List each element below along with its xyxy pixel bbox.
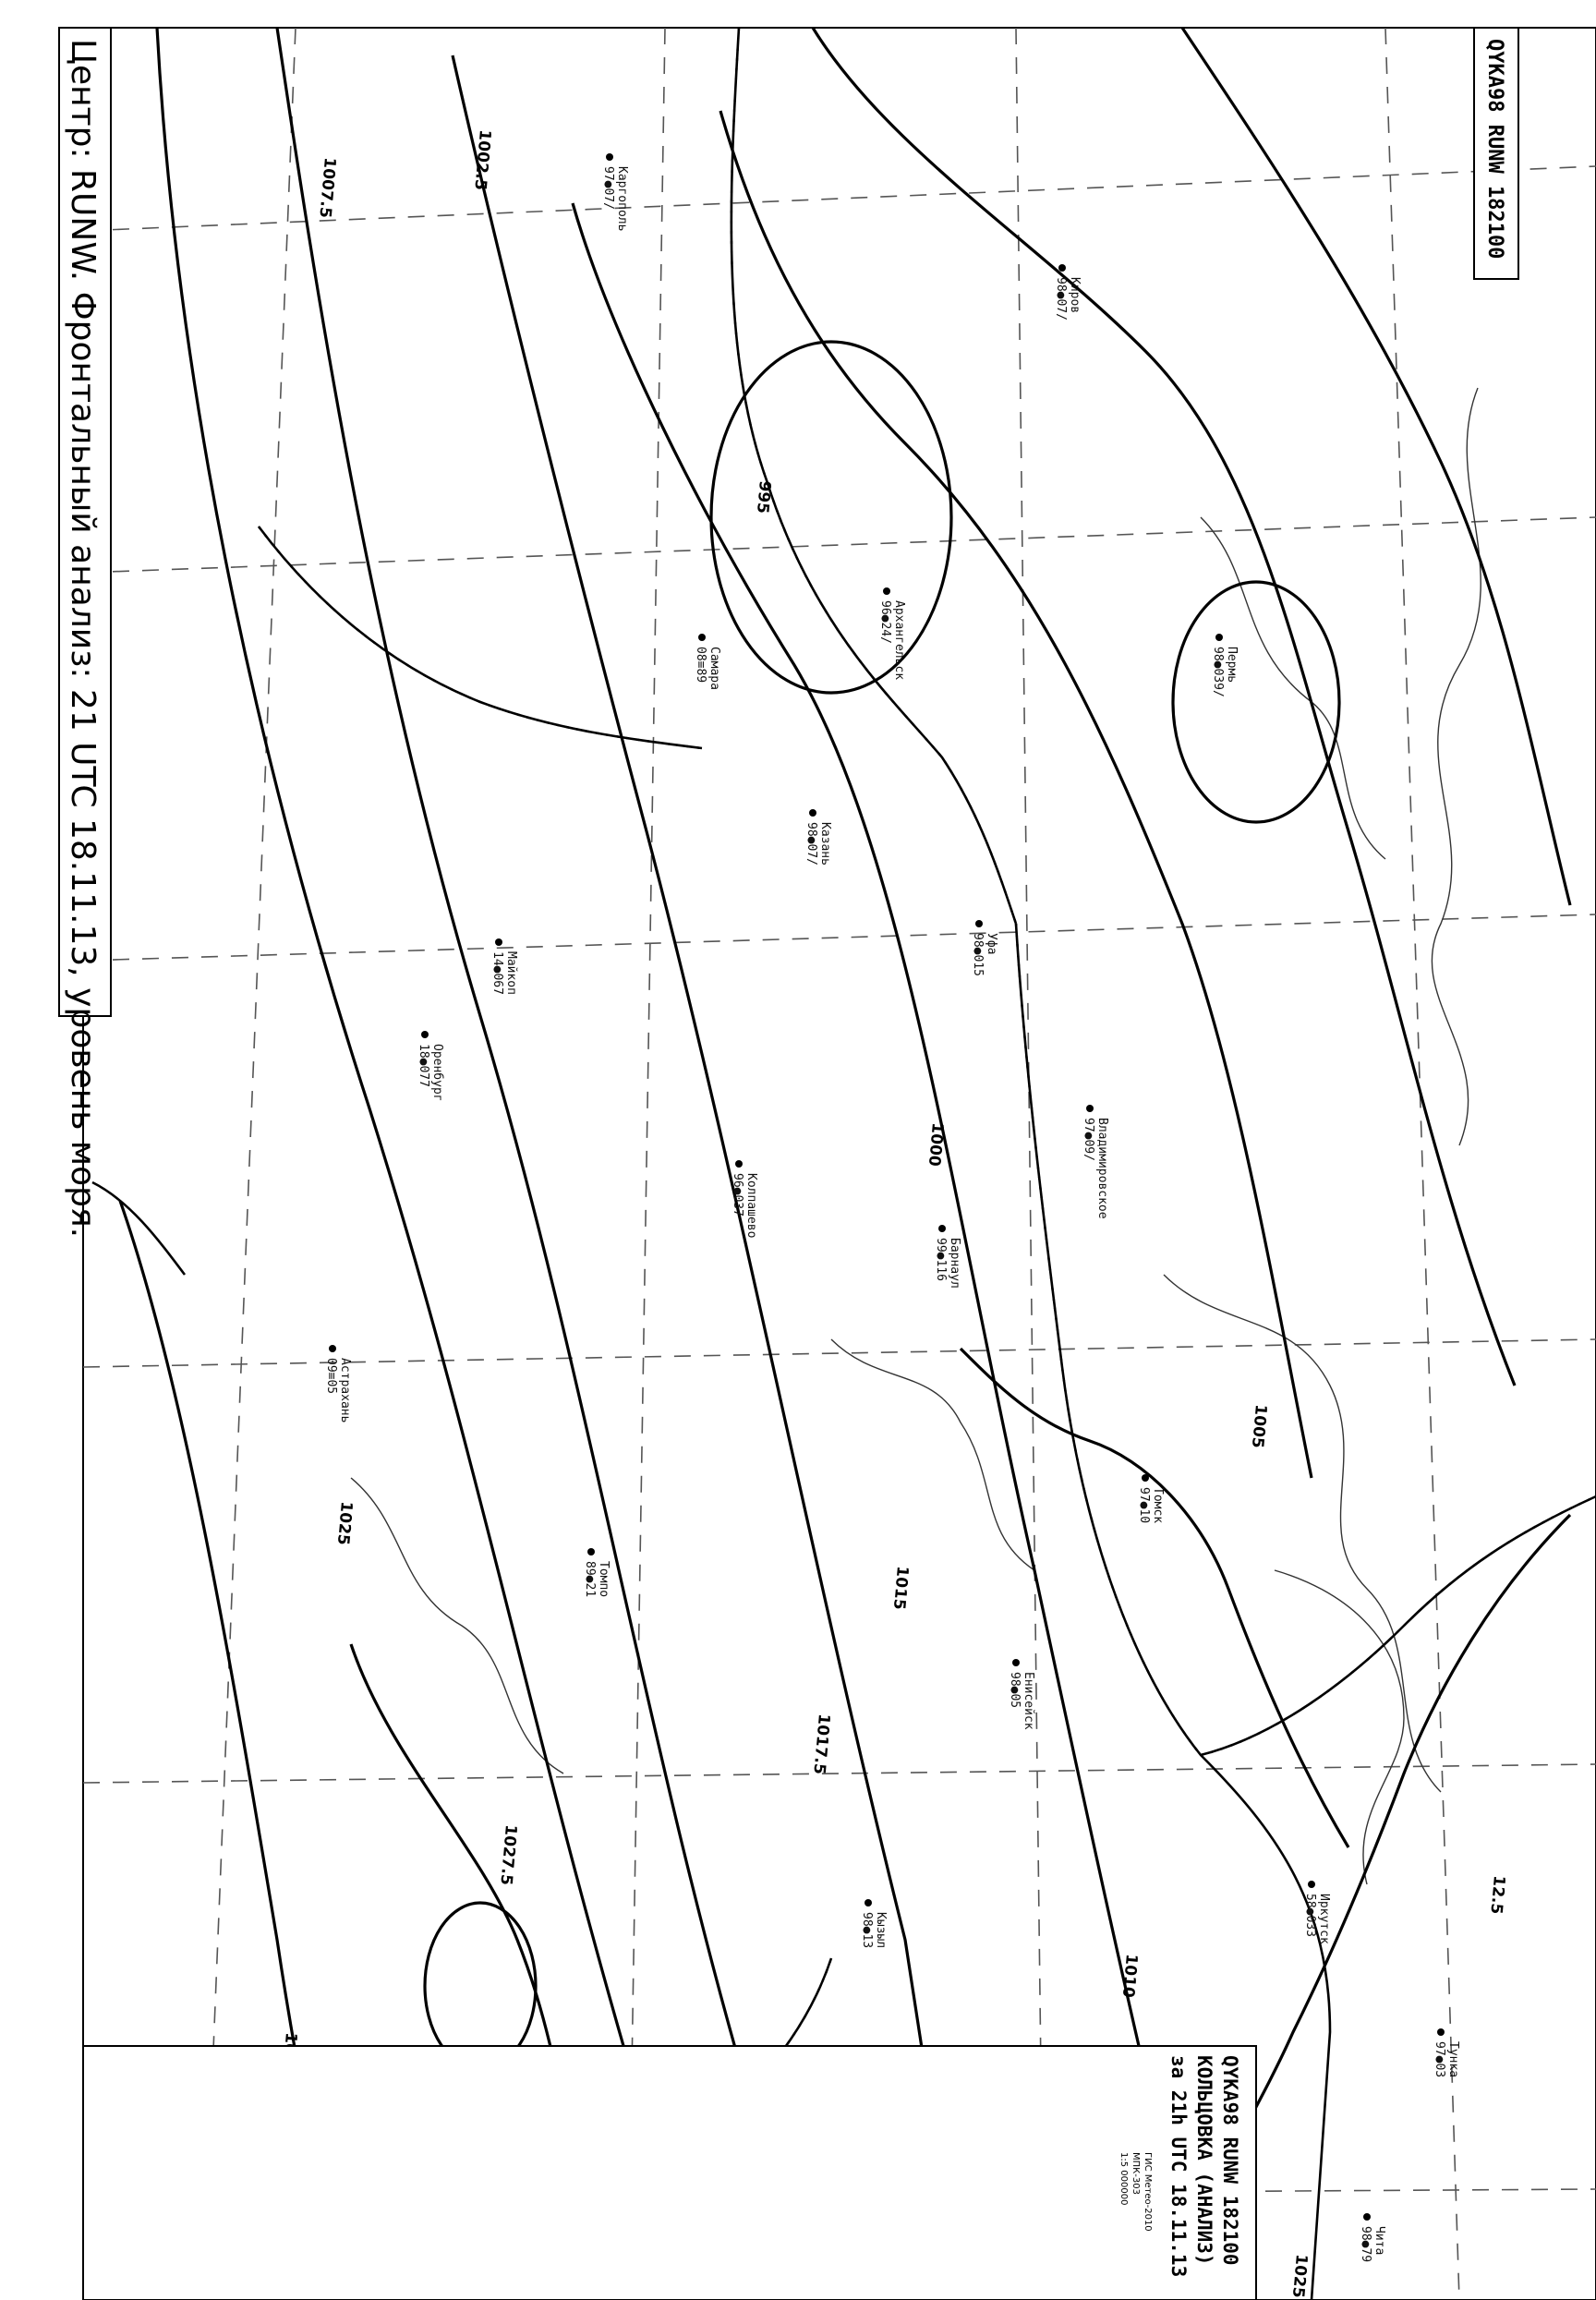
isobar-label-14: 12.5 xyxy=(1486,1874,1508,1916)
legend-credit-2: МПК-303 xyxy=(1130,2152,1141,2195)
isobar-label-6: 1015 xyxy=(889,1565,912,1611)
station-dot-5 xyxy=(421,1031,429,1038)
station-dot-12 xyxy=(883,587,890,595)
station-name-1: Киров xyxy=(1068,277,1082,314)
station-name-19: Томпо xyxy=(597,1561,611,1598)
station-dot-19 xyxy=(587,1548,595,1556)
station-obs-16: 96●037 xyxy=(731,1173,744,1217)
station-obs-7: 99●116 xyxy=(934,1238,948,1281)
map-title: Центр: RUNW. Фронтальный анализ: 21 UTC 18.11.13, уровень моря. xyxy=(64,39,102,1239)
station-name-20: Чита xyxy=(1372,2226,1386,2256)
isobar-label-11: 1027.5 xyxy=(496,1823,520,1886)
station-dot-4 xyxy=(698,634,706,641)
station-dot-1 xyxy=(1058,264,1066,272)
station-obs-19: 89●21 xyxy=(583,1561,597,1598)
station-dot-13 xyxy=(809,809,816,817)
isobar-label-7: 1017.5 xyxy=(809,1713,833,1775)
station-obs-5: 18●077 xyxy=(417,1044,430,1087)
station-dot-14 xyxy=(975,920,983,927)
legend-line-2: КОЛЬЦОВКА (АНАЛИЗ) xyxy=(1193,2055,1215,2266)
legend-credit-3: 1:5 000000 xyxy=(1118,2152,1129,2206)
legend-block xyxy=(83,2046,1256,2300)
station-dot-9 xyxy=(1437,2028,1445,2036)
station-dot-3 xyxy=(606,153,613,161)
station-obs-11: 14●067 xyxy=(490,951,504,995)
station-dot-8 xyxy=(1308,1881,1315,1888)
legend-line-3: за 21h UTC 18.11.13 xyxy=(1167,2055,1190,2278)
station-name-17: Томск xyxy=(1151,1487,1165,1524)
station-name-3: Каргополь xyxy=(615,166,629,232)
station-obs-14: 98●015 xyxy=(971,933,985,976)
station-obs-13: 98●07/ xyxy=(804,822,818,866)
station-obs-9: 97●03 xyxy=(1433,2041,1446,2078)
station-obs-10: 98●13 xyxy=(860,1912,874,1949)
station-name-7: Барнаул xyxy=(948,1238,961,1289)
station-name-10: Кызыл xyxy=(874,1912,888,1949)
station-obs-4: 08≡89 xyxy=(694,647,707,684)
isobar-label-2: 1007.5 xyxy=(315,156,339,219)
station-name-6: Астрахань xyxy=(338,1358,352,1423)
station-obs-17: 97●10 xyxy=(1137,1487,1151,1524)
station-dot-15 xyxy=(1086,1105,1094,1112)
isobar-label-3: 995 xyxy=(752,479,774,514)
station-name-11: Майкоп xyxy=(504,951,518,995)
station-dot-2 xyxy=(1215,634,1223,641)
station-name-4: Самара xyxy=(707,647,721,690)
corner-code: QYKA98 RUNW 182100 xyxy=(1483,39,1506,260)
isobar-label-13: 1025 xyxy=(1288,2253,1311,2299)
station-obs-6: 09≡05 xyxy=(324,1358,338,1395)
station-name-16: Колпашево xyxy=(744,1173,758,1239)
station-name-12: Архангельск xyxy=(892,600,906,681)
station-name-9: Тунка xyxy=(1446,2041,1460,2078)
station-dot-20 xyxy=(1363,2213,1371,2221)
legend-line-1: QYKA98 RUNW 182100 xyxy=(1219,2055,1241,2266)
station-name-18: Енисейск xyxy=(1022,1672,1035,1730)
isobar-label-10: 1025 xyxy=(332,1500,356,1546)
station-name-13: Казань xyxy=(818,822,832,866)
station-name-2: Пермь xyxy=(1225,647,1239,684)
station-dot-7 xyxy=(938,1225,946,1232)
isobar-label-9: 1010 xyxy=(1118,1953,1141,1999)
station-obs-20: 98●79 xyxy=(1359,2226,1372,2263)
station-obs-8: 58●033 xyxy=(1303,1894,1317,1937)
isobar-label-1: 1002.5 xyxy=(470,128,494,191)
station-name-14: Уфа xyxy=(985,933,998,955)
station-obs-3: 97●07/ xyxy=(601,166,615,210)
station-dot-17 xyxy=(1142,1474,1149,1482)
station-dot-6 xyxy=(329,1345,336,1352)
station-dot-16 xyxy=(735,1160,743,1168)
station-name-15: Владимировское xyxy=(1095,1118,1109,1219)
station-dot-10 xyxy=(864,1899,872,1907)
station-obs-1: 98●07/ xyxy=(1054,277,1068,321)
station-dot-18 xyxy=(1012,1659,1020,1666)
legend-credit-1: ГИС Метео-2010 xyxy=(1143,2152,1153,2232)
isobar-label-4: 1000 xyxy=(924,1121,947,1168)
corner-code-block xyxy=(1474,28,1518,279)
station-obs-12: 96●24/ xyxy=(878,600,892,644)
station-obs-15: 97●09/ xyxy=(1082,1118,1095,1161)
station-obs-2: 98●039/ xyxy=(1211,647,1225,697)
station-name-8: Иркутск xyxy=(1317,1894,1331,1944)
station-obs-18: 98●05 xyxy=(1008,1672,1022,1709)
station-name-5: Оренбург xyxy=(430,1044,444,1102)
station-dot-11 xyxy=(495,938,502,946)
legend-box xyxy=(83,2046,1256,2300)
isobar-label-5: 1005 xyxy=(1247,1403,1270,1449)
